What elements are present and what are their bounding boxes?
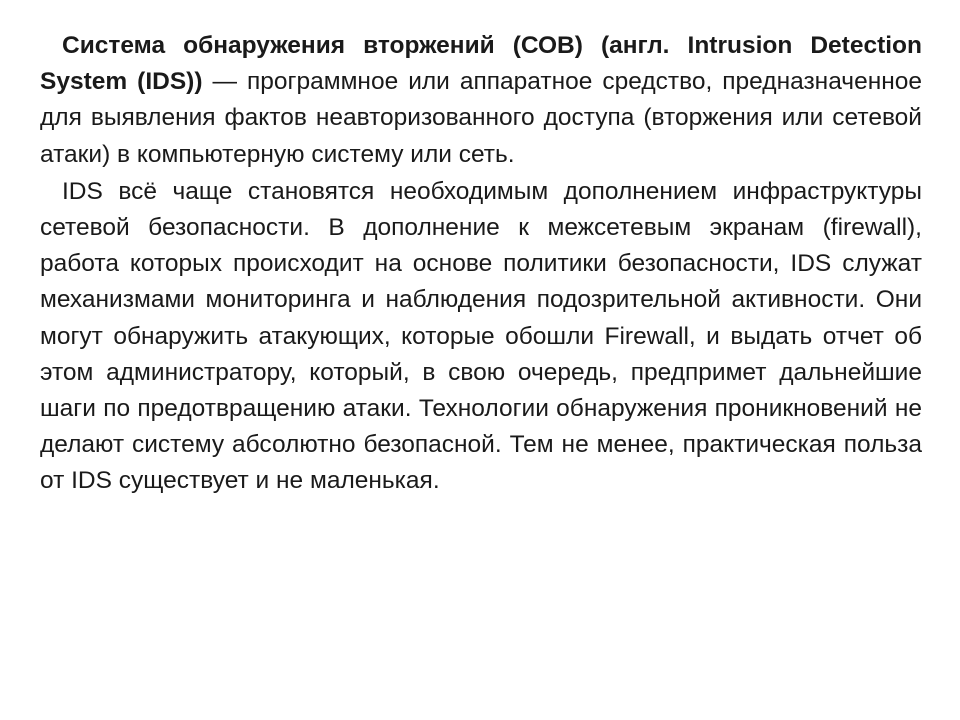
text-block <box>40 28 922 500</box>
paragraph-definition <box>40 28 922 173</box>
paragraph-ids-role: IDS всё чаще становятся необходимым дополнением инфраструктуры сетевой безопасности. В дополнение к межсетевым экранам (firewall), работа которых происходит на основе политики безопасности, IDS служат механизмами мониторинга и наблюдения подозрительной активности. Они могут обнаружить атакующих, которые обошли Firewall, и выдать отчет об этом администратору, который, в свою очередь, предпримет дальнейшие шаги по предотвращению атаки. Технологии обнаружения проникновений не делают систему абсолютно безопасной. Тем не менее, практическая польза от IDS существует и не маленькая. <box>40 177 922 495</box>
definition-text: — программное или аппаратное средство, предназначенное для выявления фактов неавторизованного доступа (вторжения или сетевой атаки) в компьютерную систему или сеть. <box>40 68 923 168</box>
definition-term: Система обнаружения вторжений (СОВ) (англ. Intrusion Detection System (IDS)) <box>40 32 922 96</box>
